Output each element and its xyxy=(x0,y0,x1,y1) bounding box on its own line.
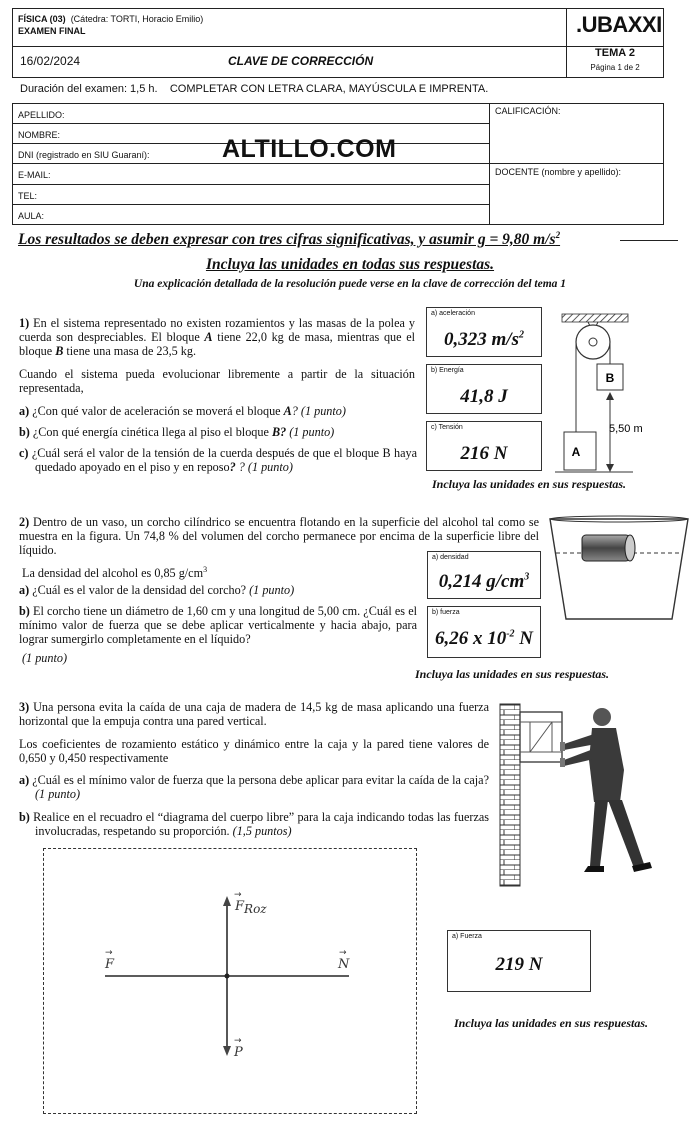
field-tel[interactable]: TEL: xyxy=(18,191,38,201)
answer-value: 6,26 x $10^{-2}$ N xyxy=(434,628,534,649)
free-body-diagram xyxy=(43,848,417,1114)
sig-figs-rule xyxy=(620,240,678,241)
q2-alcohol-density: La densidad del alcohol es 0,85 $g/cm^3$ xyxy=(22,565,208,581)
tema-label: TEMA 2 xyxy=(595,47,635,59)
exam-date: 16/02/2024 xyxy=(20,54,81,68)
q2-statement: 2) Dentro de un vaso, un corcho cilíndrico se encuentra flotando en la superficie del alcohol tal como se muestra en la figura. Un 74,8 % del volumen del corcho permanece por encima de la superficie libre del líquido. xyxy=(19,515,540,557)
glass-figure xyxy=(546,513,694,623)
person-head xyxy=(593,708,611,726)
cork xyxy=(582,535,630,561)
q2-part-b-points: (1 punto) xyxy=(22,651,68,665)
q2-part-b: b) El corcho tiene un diámetro de 1,60 cm y una longitud de 5,00 cm. ¿Cuál es el mínimo valor de fuerza que se debe aplicar verticalmente y hacia abajo, para lograr sumergirlo completamente en el líquido? xyxy=(19,604,418,646)
q3-friction: Los coeficientes de rozamiento estático y dinámico entre la caja y la pared tiene valores de 0,650 y 0,450 respectivamente xyxy=(19,737,489,765)
height-label: 5,50 m xyxy=(609,423,643,435)
force-f-roz-label: FRoz xyxy=(235,899,267,916)
answer-key-title: CLAVE DE CORRECCIÓN xyxy=(228,54,374,68)
wall-person-figure xyxy=(494,700,694,890)
field-calificacion: CALIFICACIÓN: xyxy=(495,106,561,116)
person-hand xyxy=(560,758,565,767)
brick-wall xyxy=(500,704,520,886)
q3-include-units: Incluya las unidades en sus respuestas. xyxy=(454,1016,649,1030)
answer-label: a) aceleración xyxy=(431,310,475,317)
field-dni[interactable]: DNI (registrado en SIU Guaraní): xyxy=(18,150,150,160)
exam-duration: Duración del examen: 1,5 h. COMPLETAR CON LETRA CLARA, MAYÚSCULA E IMPRENTA. xyxy=(20,83,489,95)
person-leg xyxy=(590,800,608,866)
q1-part-c: c) ¿Cuál será el valor de la tensión de la cuerda después de que el bloque B haya quedado apoyado en el piso y en reposo? ? (1 punto) xyxy=(19,446,417,474)
n-vec-arrow: → xyxy=(339,948,347,958)
uba-logo: .UBAXXI xyxy=(576,12,662,37)
answer-value: 0,214 $g/cm^3$ xyxy=(438,571,530,592)
force-p-label: P xyxy=(234,1045,243,1060)
form-line xyxy=(12,204,489,205)
answer-label: a) densidad xyxy=(432,554,469,561)
exam-type: EXAMEN FINAL xyxy=(18,26,86,36)
answer-value: 0,323 $m/s^2$ xyxy=(444,329,524,350)
force-f-label: F xyxy=(105,957,115,972)
q3-part-a: a) ¿Cuál es el mínimo valor de fuerza que la persona debe aplicar para evitar la caída de la caja? (1 punto) xyxy=(19,773,490,801)
field-apellido[interactable]: APELLIDO: xyxy=(18,110,65,120)
q1-statement: 1) En el sistema representado no existen rozamientos y las masas de la polea y cuerda son despreciables. El bloque A tiene 22,0 kg de masa, mientras que el bloque B tiene una masa de 23,5 kg. xyxy=(19,316,416,358)
q1-part-a: a) ¿Con qué valor de aceleración se moverá el bloque A? (1 punto) xyxy=(19,404,346,418)
field-email[interactable]: E-MAIL: xyxy=(18,170,51,180)
form-line xyxy=(12,123,489,124)
field-nombre[interactable]: NOMBRE: xyxy=(18,130,61,140)
q3-part-b: b) Realice en el recuadro el “diagrama del cuerpo libre” para la caja indicando todas las fuerzas involucradas, respetando su proporción. (1,5 puntos) xyxy=(19,810,490,838)
q1-answer-b[interactable] xyxy=(426,364,542,414)
page-number: Página 1 de 2 xyxy=(590,63,640,72)
q3-answer-a[interactable] xyxy=(447,930,591,992)
person-shoe xyxy=(584,866,604,872)
pulley-axle xyxy=(589,338,597,346)
box-point xyxy=(225,974,230,979)
answer-label: c) Tensión xyxy=(431,424,463,431)
person-hand xyxy=(560,742,565,751)
answer-value: 219 N xyxy=(495,954,543,975)
units-note: Incluya las unidades en todas sus respuestas. xyxy=(205,256,495,273)
answer-label: b) fuerza xyxy=(432,609,460,616)
person-leg xyxy=(608,800,644,868)
explanation-note: Una explicación detallada de la resolución puede verse en la clave de corrección del tema 1 xyxy=(133,278,567,290)
answer-label: b) Energía xyxy=(431,367,464,374)
p-vec-arrow: → xyxy=(234,1036,242,1046)
q3-statement: 3) Una persona evita la caída de una caja de madera de 14,5 kg de masa aplicando una fuerza horizontal que la empuja contra una pared vertical. xyxy=(19,700,490,728)
block-b-label: B xyxy=(605,371,615,385)
force-n-label: N xyxy=(338,957,350,972)
q1-answer-c[interactable] xyxy=(426,421,542,471)
sig-figs-note: Los resultados se deben expresar con tres cifras significativas, y asumir g = 9,80 $m/s^2$ xyxy=(18,230,561,249)
pulley-figure xyxy=(555,310,695,480)
answer-value: 216 N xyxy=(460,443,508,464)
form-divider-v xyxy=(489,103,490,225)
answer-label: a) Fuerza xyxy=(452,933,482,940)
q1-include-units: Incluya las unidades en sus respuestas. xyxy=(432,477,627,491)
form-line xyxy=(12,184,489,185)
q1-part-b: b) ¿Con qué energía cinética llega al piso el bloque B? (1 punto) xyxy=(19,425,335,439)
q1-answer-a[interactable] xyxy=(426,307,542,357)
f-roz-vec-arrow: → xyxy=(234,890,242,900)
field-docente: DOCENTE (nombre y apellido): xyxy=(495,167,622,177)
answer-value: 41,8 J xyxy=(460,386,508,407)
q1-context: Cuando el sistema pueda evolucionar libremente a partir de la situación representada, xyxy=(19,367,415,395)
student-form xyxy=(12,103,664,225)
glass-outline xyxy=(550,519,688,619)
q2-answer-b[interactable] xyxy=(427,606,541,658)
ceiling xyxy=(562,314,628,322)
q2-answer-a[interactable] xyxy=(427,551,541,599)
q2-part-a: a) ¿Cuál es el valor de la densidad del corcho? (1 punto) xyxy=(19,583,295,597)
cork-end xyxy=(625,535,635,561)
block-a-label: A xyxy=(571,445,581,459)
field-aula[interactable]: AULA: xyxy=(18,211,45,221)
course-title: FÍSICA (03) (Cátedra: TORTI, Horacio Emilio) xyxy=(18,14,204,24)
f-vec-arrow: → xyxy=(105,948,113,958)
q2-include-units: Incluya las unidades en sus respuestas. xyxy=(415,667,610,681)
watermark: ALTILLO.COM xyxy=(222,135,397,163)
